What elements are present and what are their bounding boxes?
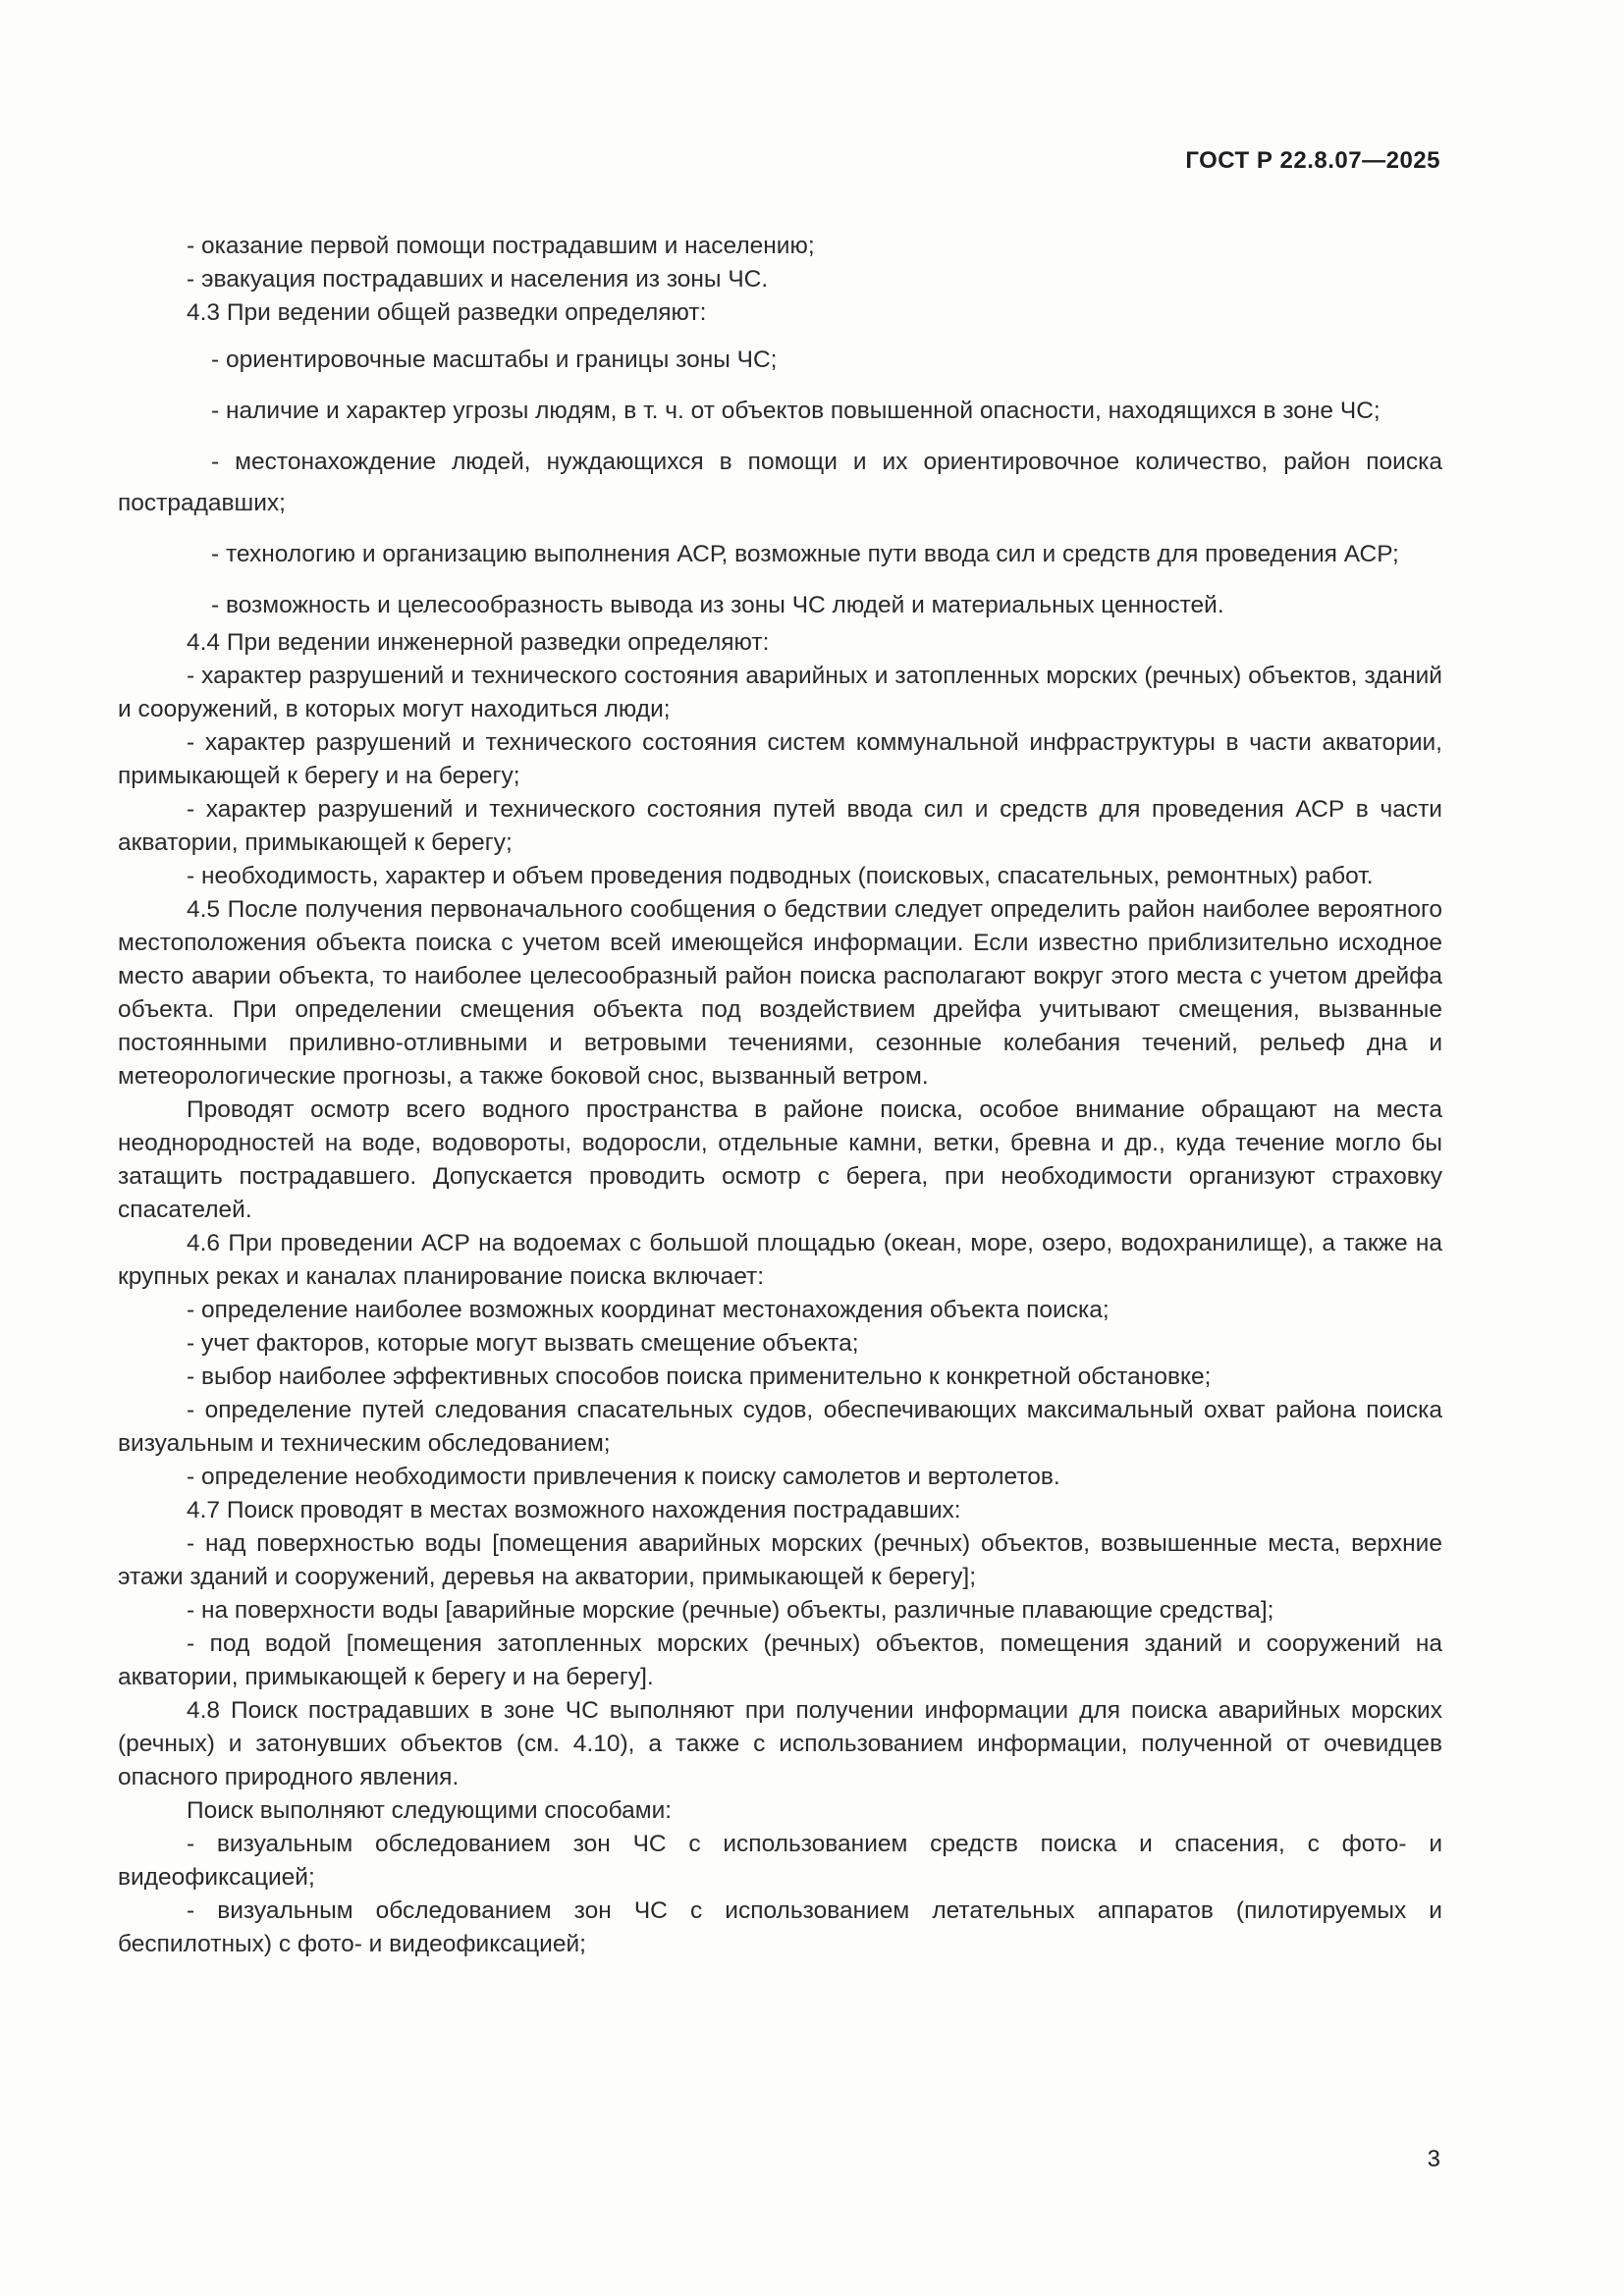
list-item: - характер разрушений и технического состояния систем коммунальной инфраструктуры в части акватории, примыкающей к берегу и на берегу; [118, 729, 1442, 789]
list-item: - технологию и организацию выполнения АСР, возможные пути ввода сил и средств для проведения АСР; [211, 541, 1399, 567]
list-item: - над поверхностью воды [помещения аварийных морских (речных) объектов, возвышенные места, верхние этажи зданий и сооружений, деревья на акватории, примыкающей к берегу]; [118, 1530, 1442, 1590]
clause-4-6: 4.6 При проведении АСР на водоемах с большой площадью (океан, море, озеро, водохранилище), а также на крупных реках и каналах планирование поиска включает: [118, 1230, 1442, 1290]
list-item: - на поверхности воды [аварийные морские (речные) объекты, различные плавающие средства]; [187, 1597, 1274, 1624]
list-item: - визуальным обследованием зон ЧС с использованием летательных аппаратов (пилотируемых и беспилотных) с фото- и видеофиксацией; [118, 1897, 1442, 1957]
list-item: - под водой [помещения затопленных морских (речных) объектов, помещения зданий и сооружений на акватории, примыкающей к берегу и на берегу]. [118, 1630, 1442, 1690]
document-body [118, 230, 1442, 1961]
clause-4-7: 4.7 Поиск проводят в местах возможного нахождения пострадавших: [187, 1497, 961, 1523]
list-item: - наличие и характер угрозы людям, в т. ч. от объектов повышенной опасности, находящихся в зоне ЧС; [211, 398, 1380, 424]
list-item: - выбор наиболее эффективных способов поиска применительно к конкретной обстановке; [187, 1363, 1212, 1390]
clause-4-3: 4.3 При ведении общей разведки определяют: [187, 299, 707, 326]
list-item: - оказание первой помощи пострадавшим и населению; [187, 233, 815, 259]
paragraph: Проводят осмотр всего водного пространства в районе поиска, особое внимание обращают на места неоднородностей на воде, водовороты, водоросли, отдельные камни, ветки, бревна и др., куда течение могло бы затащить пострадавшего. Допускается проводить осмотр с берега, при необходимости организуют страховку спасателей. [118, 1096, 1442, 1223]
clause-4-4: 4.4 При ведении инженерной разведки определяют: [187, 629, 770, 656]
list-item: - определение необходимости привлечения к поиску самолетов и вертолетов. [187, 1464, 1060, 1490]
list-item: - характер разрушений и технического состояния аварийных и затопленных морских (речных) объектов, зданий и сооружений, в которых могут находиться люди; [118, 663, 1442, 722]
paragraph: Поиск выполняют следующими способами: [187, 1797, 673, 1824]
standard-designation: ГОСТ Р 22.8.07—2025 [1185, 147, 1440, 174]
list-item: - эвакуация пострадавших и населения из зоны ЧС. [187, 266, 769, 293]
list-item: - учет факторов, которые могут вызвать смещение объекта; [187, 1330, 859, 1357]
list-item: - возможность и целесообразность вывода из зоны ЧС людей и материальных ценностей. [211, 592, 1224, 618]
clause-4-8: 4.8 Поиск пострадавших в зоне ЧС выполняют при получении информации для поиска аварийных морских (речных) и затонувших объектов (см. 4.10), а также с использованием информации, полученной от очевидцев опасного природного явления. [118, 1697, 1442, 1790]
list-item: - ориентировочные масштабы и границы зоны ЧС; [211, 347, 778, 373]
list-item: - характер разрушений и технического состояния путей ввода сил и средств для проведения АСР в части акватории, примыкающей к берегу; [118, 796, 1442, 856]
list-item: - определение наиболее возможных координат местонахождения объекта поиска; [187, 1297, 1110, 1323]
page-number: 3 [1427, 2146, 1440, 2172]
list-item: - визуальным обследованием зон ЧС с использованием средств поиска и спасения, с фото- и видеофиксацией; [118, 1831, 1442, 1891]
list-item: - необходимость, характер и объем проведения подводных (поисковых, спасательных, ремонтных) работ. [187, 863, 1374, 889]
clause-4-5: 4.5 После получения первоначального сообщения о бедствии следует определить район наиболее вероятного местоположения объекта поиска с учетом всей имеющейся информации. Если известно приблизительно исходное место аварии объекта, то наиболее целесообразный район поиска располагают вокруг этого места с учетом дрейфа объекта. При определении смещения объекта под воздействием дрейфа учитывают смещения, вызванные постоянными приливно-отливными и ветровыми течениями, сезонные колебания течений, рельеф дна и метеорологические прогнозы, а также боковой снос, вызванный ветром. [118, 896, 1442, 1090]
list-item: - определение путей следования спасательных судов, обеспечивающих максимальный охват района поиска визуальным и техническим обследованием; [118, 1397, 1442, 1457]
list-item: - местонахождение людей, нуждающихся в помощи и их ориентировочное количество, район поиска пострадавших; [118, 449, 1442, 516]
